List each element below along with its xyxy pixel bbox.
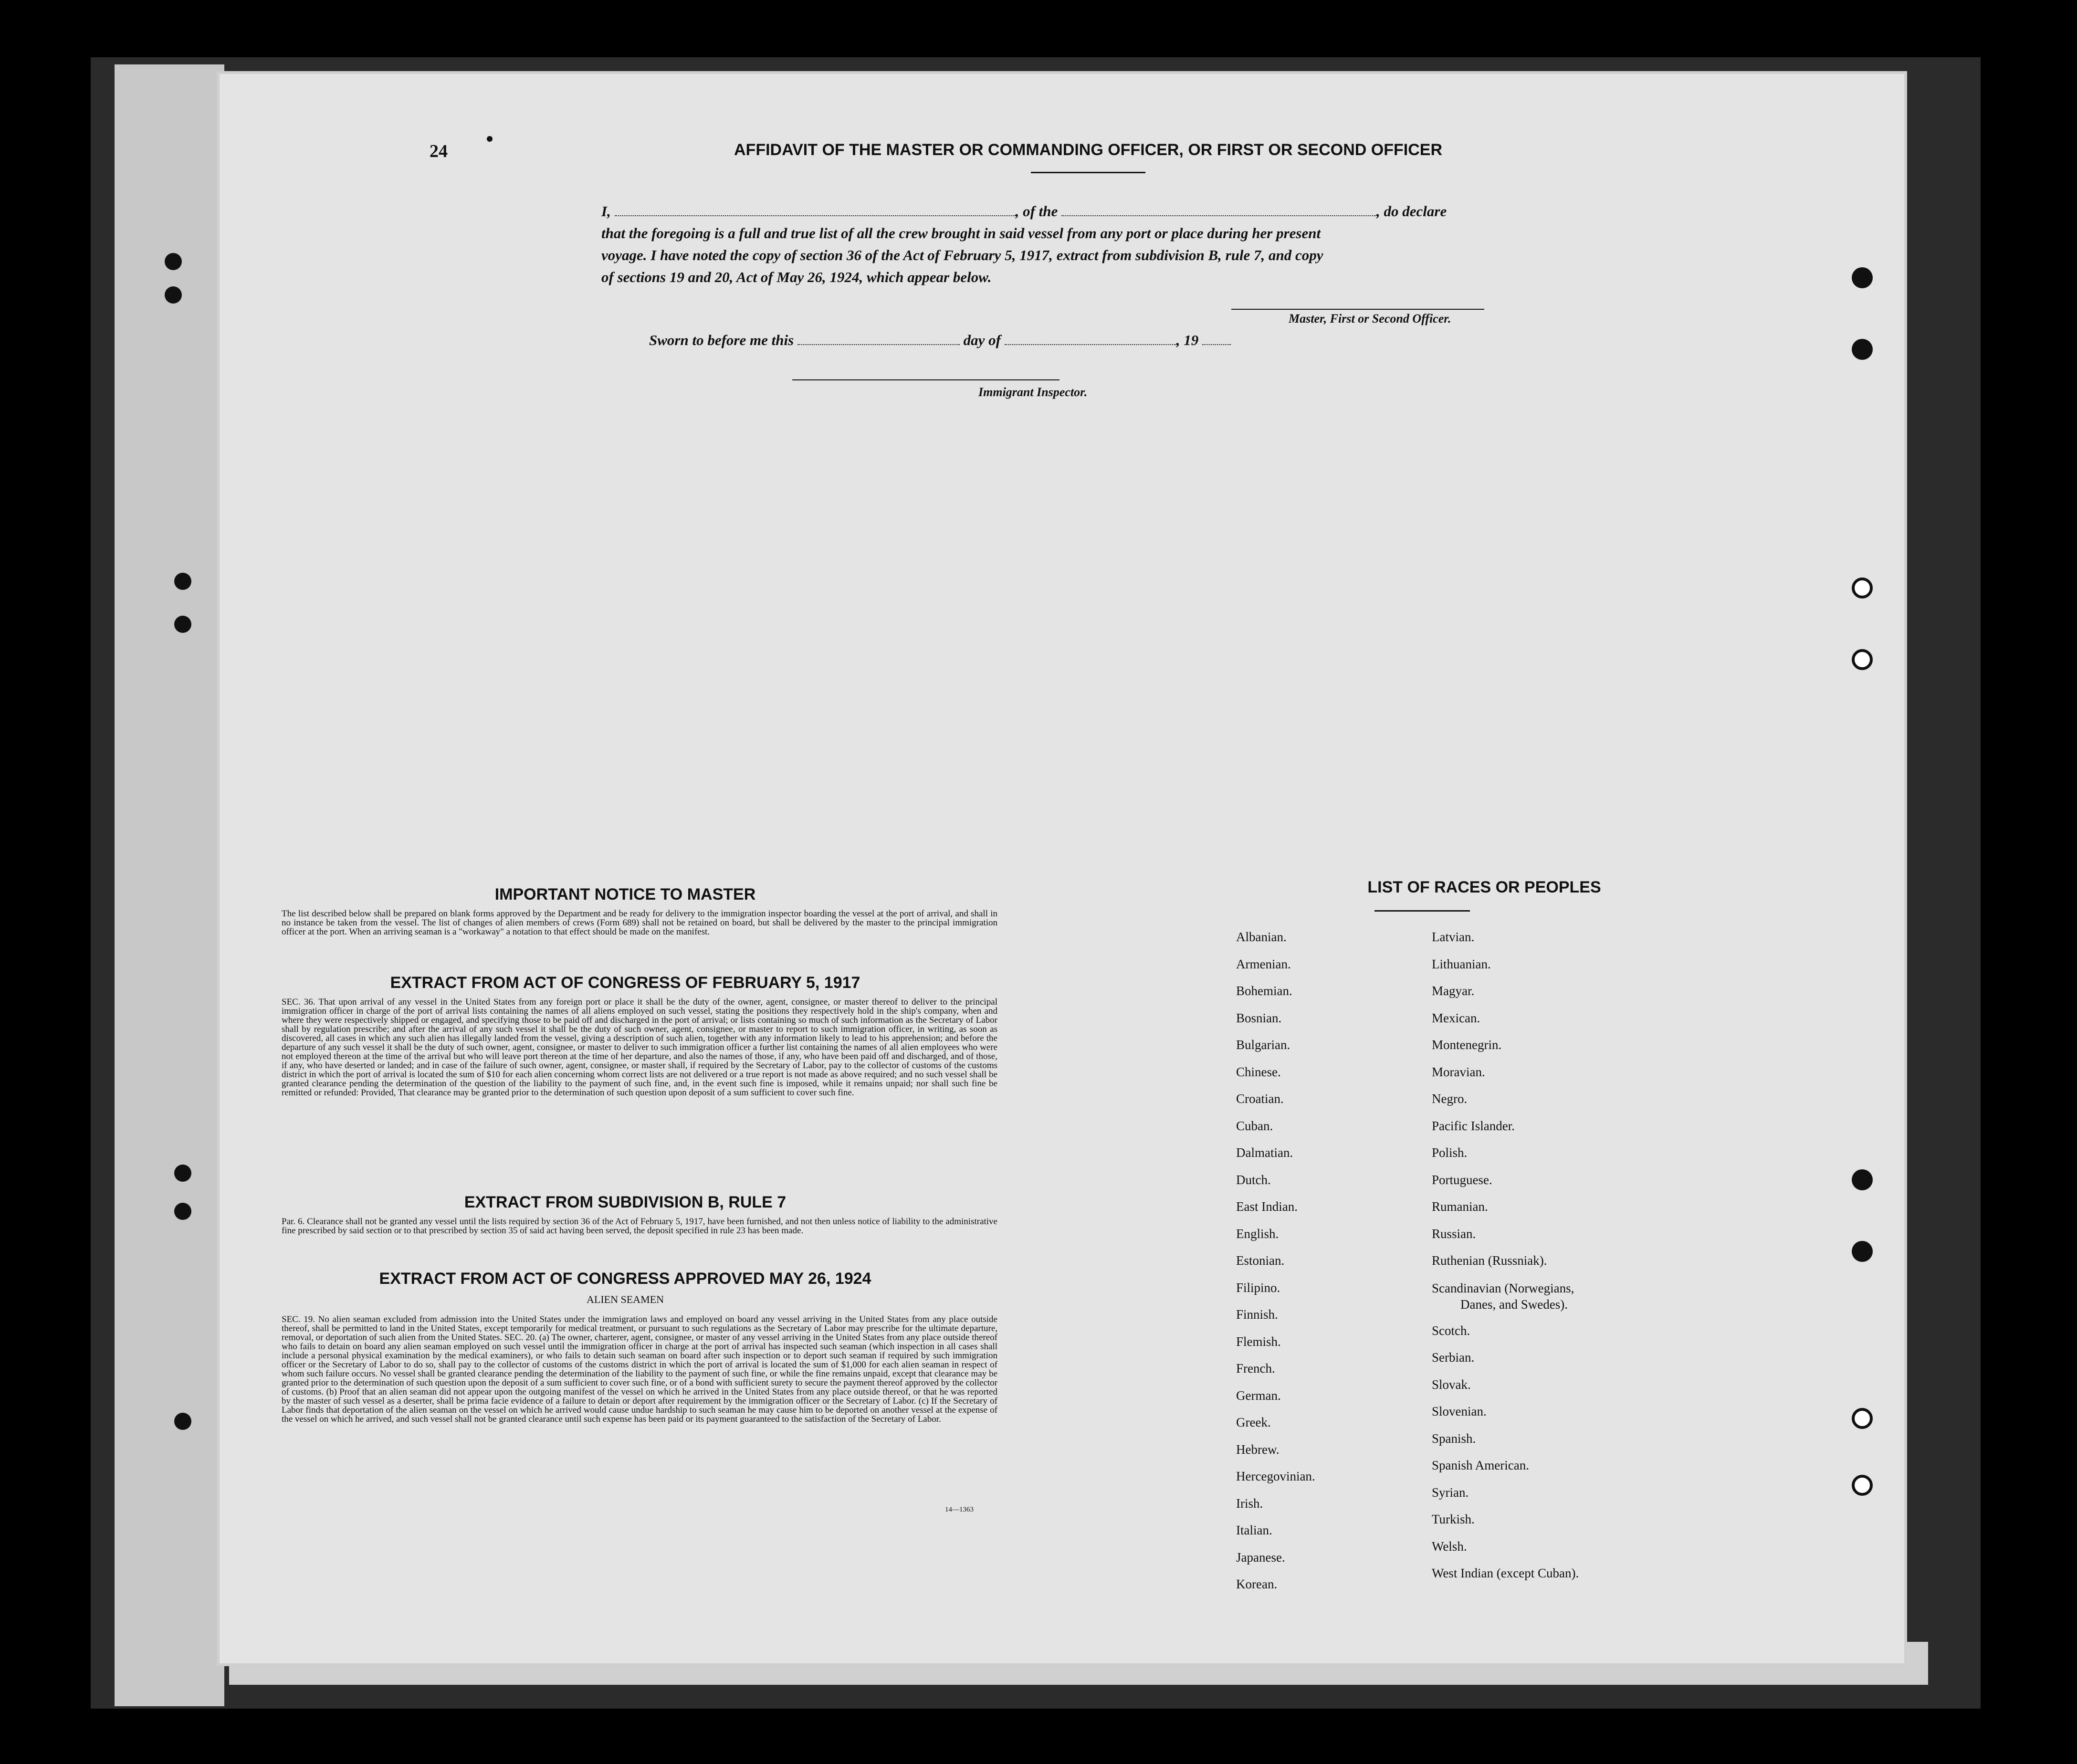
race-item: Flemish. <box>1236 1334 1281 1349</box>
race-item: Pacific Islander. <box>1432 1118 1515 1133</box>
race-item: Danes, and Swedes). <box>1460 1297 1568 1312</box>
extract-rule7-text: Par. 6. Clearance shall not be granted any vessel until the lists required by section 36 of the Act of February 5, 1917, have been furnished, and not then unless notice of liability to the administrative fine prescribed by said section or to that prescribed by section 35 of said act having been served, the deposit specified in rule 23 has been made. <box>282 1217 997 1236</box>
declaration-line-4: of sections 19 and 20, Act of May 26, 1924, which appear below. <box>601 269 992 285</box>
extract-1917-title: EXTRACT FROM ACT OF CONGRESS OF FEBRUARY 5, 1917 <box>390 974 860 992</box>
race-item: Magyar. <box>1432 984 1475 998</box>
race-item: Lithuanian. <box>1432 956 1491 971</box>
race-item: Hebrew. <box>1236 1442 1280 1457</box>
divider <box>1374 910 1470 912</box>
race-item: Greek. <box>1236 1415 1271 1429</box>
race-item: Syrian. <box>1432 1485 1469 1500</box>
name-blank[interactable] <box>615 203 1016 216</box>
binder-hole <box>174 616 191 633</box>
binder-hole <box>1852 1241 1873 1262</box>
race-item: Albanian. <box>1236 930 1287 944</box>
day-of-text: day of <box>963 332 1001 348</box>
master-signature-line[interactable] <box>1231 309 1484 310</box>
master-signature-label: Master, First or Second Officer. <box>1289 312 1451 326</box>
race-item: Italian. <box>1236 1523 1272 1537</box>
binder-hole <box>174 1413 191 1430</box>
race-item: Latvian. <box>1432 930 1475 944</box>
race-item: Croatian. <box>1236 1092 1284 1106</box>
divider <box>1031 172 1145 173</box>
race-item: Bulgarian. <box>1236 1038 1290 1052</box>
notice-text: The list described below shall be prepared on blank forms approved by the Department and be ready for delivery to the immigration inspector boarding the vessel at the port of arrival, and shall in no instance be taken from the vessel. The list of changes of alien members of crews (Form 689) shall not be retained on board, but shall be delivered by the master to the principal immigration officer at the port. When an arriving seaman is a "workaway" a notation to that effect should be made on the manifest. <box>282 909 997 937</box>
race-item: Mexican. <box>1432 1010 1480 1025</box>
race-item: Armenian. <box>1236 956 1291 971</box>
sworn-line <box>649 332 1231 349</box>
inspector-signature-line[interactable] <box>792 379 1059 380</box>
race-item: Serbian. <box>1432 1350 1475 1365</box>
binder-hole <box>174 1165 191 1182</box>
race-item: Filipino. <box>1236 1280 1280 1295</box>
binder-hole <box>1852 578 1873 598</box>
race-item: Japanese. <box>1236 1550 1285 1564</box>
races-title: LIST OF RACES OR PEOPLES <box>1367 878 1601 896</box>
race-item: Dalmatian. <box>1236 1145 1293 1160</box>
race-item: Korean. <box>1236 1577 1278 1591</box>
sworn-text: Sworn to before me this <box>649 332 794 348</box>
binder-hole <box>1852 649 1873 670</box>
binder-hole <box>1852 267 1873 288</box>
race-item: Spanish. <box>1432 1431 1476 1446</box>
declaration-of-the: , of the <box>1015 203 1058 220</box>
binder-hole <box>165 286 182 304</box>
race-item: Portuguese. <box>1432 1172 1492 1187</box>
races-right-column <box>1432 924 1579 1587</box>
race-item: Turkish. <box>1432 1512 1475 1526</box>
page-number-mark: 24 <box>430 141 448 161</box>
declaration-i: I, <box>601 203 611 220</box>
race-item: West Indian (except Cuban). <box>1432 1566 1579 1580</box>
declaration-do-declare: , do declare <box>1376 203 1447 220</box>
race-item: Scandinavian (Norwegians, <box>1432 1281 1574 1295</box>
binder-hole <box>174 573 191 590</box>
notice-title: IMPORTANT NOTICE TO MASTER <box>494 885 756 903</box>
race-item: Finnish. <box>1236 1307 1278 1322</box>
left-page-edge <box>115 64 224 1706</box>
race-item: Bohemian. <box>1236 984 1292 998</box>
affidavit-declaration <box>601 200 1747 288</box>
binder-hole <box>165 253 182 270</box>
extract-1924-subtitle: ALIEN SEAMEN <box>587 1293 664 1305</box>
race-item: Chinese. <box>1236 1064 1281 1079</box>
race-item: Montenegrin. <box>1432 1038 1502 1052</box>
ink-dot <box>487 136 493 142</box>
race-item: Estonian. <box>1236 1253 1285 1268</box>
race-item: Scotch. <box>1432 1323 1470 1338</box>
sworn-month-blank[interactable] <box>1005 332 1176 345</box>
race-item: Bosnian. <box>1236 1010 1282 1025</box>
race-item: Cuban. <box>1236 1118 1273 1133</box>
race-item: Dutch. <box>1236 1172 1271 1187</box>
race-item: English. <box>1236 1226 1279 1241</box>
year-prefix: , 19 <box>1176 332 1199 348</box>
race-item: German. <box>1236 1388 1281 1403</box>
declaration-line-2: that the foregoing is a full and true list of all the crew brought in said vessel from any port or place during her present <box>601 225 1321 242</box>
declaration-line-3: voyage. I have noted the copy of section 36 of the Act of February 5, 1917, extract from subdivision B, rule 7, and copy <box>601 247 1323 263</box>
race-item: Slovenian. <box>1432 1404 1487 1418</box>
race-item: East Indian. <box>1236 1199 1298 1214</box>
binder-hole <box>1852 1408 1873 1429</box>
extract-1924-title: EXTRACT FROM ACT OF CONGRESS APPROVED MAY 26, 1924 <box>379 1270 871 1288</box>
sworn-year-blank[interactable] <box>1202 332 1231 345</box>
form-number: 14—1363 <box>945 1506 974 1513</box>
affidavit-title: AFFIDAVIT OF THE MASTER OR COMMANDING OFFICER, OR FIRST OR SECOND OFFICER <box>734 141 1442 159</box>
race-item: Spanish American. <box>1432 1458 1529 1472</box>
race-item: Russian. <box>1432 1226 1476 1241</box>
binder-hole <box>174 1203 191 1220</box>
races-left-column <box>1236 924 1315 1598</box>
race-item: Ruthenian (Russniak). <box>1432 1253 1547 1268</box>
extract-rule7-title: EXTRACT FROM SUBDIVISION B, RULE 7 <box>464 1193 787 1211</box>
race-item: French. <box>1236 1361 1275 1376</box>
inspector-label: Immigrant Inspector. <box>978 385 1088 399</box>
race-item: Welsh. <box>1432 1539 1467 1554</box>
extract-1917-text: SEC. 36. That upon arrival of any vessel in the United States from any foreign port or place it shall be the duty of the owner, agent, consignee, or master thereof to deliver to the principal immigration officer in charge of the port of arrival lists containing the names of all aliens employed on such vessel, stating the positions they respectively hold in the ship's company, when and where they were respectively shipped or engaged, and specifying those to be paid off and discharged in the port of arrival; or lists containing so much of such information as the Secretary of Labor shall by regulation prescribe; and after the arrival of any such vessel it shall be the duty of such owner, agent, consignee, or master to report to such immigration officer, in writing, as soon as discovered, all cases in which any such alien has illegally landed from the vessel, giving a description of such alien, together with any information likely to lead to his apprehension; and before the departure of any such vessel it shall be the duty of such owner, agent, consignee, or master to deliver to such immigration officer a further list containing the names of all alien employees who were not employed thereon at the time of the arrival but who will leave port thereon at the time of her departure, and also the names of those, if any, who have been paid off and discharged, and of those, if any, who have deserted or landed; and in case of the failure of such owner, agent, consignee, or master shall, if required by the Secretary of Labor, pay to the collector of customs of the customs district in which the port of arrival is located the sum of $10 for each alien concerning whom correct lists are not delivered or a true report is not made as above required; and no such vessel shall be granted clearance pending the determination of the question of the liability to the payment of such fine, and, in the event such fine is imposed, while it remains unpaid; nor shall such fine be remitted or refunded: Provided, That clearance may be granted prior to the determination of such question upon deposit of a sum sufficient to cover such fine. <box>282 997 997 1098</box>
document-page <box>220 74 1904 1663</box>
race-item: Slovak. <box>1432 1377 1471 1392</box>
race-item: Hercegovinian. <box>1236 1469 1315 1483</box>
vessel-blank[interactable] <box>1061 203 1376 216</box>
binder-hole <box>1852 1475 1873 1496</box>
binder-hole <box>1852 339 1873 360</box>
race-item: Moravian. <box>1432 1064 1485 1079</box>
sworn-day-blank[interactable] <box>797 332 960 345</box>
extract-1924-text: SEC. 19. No alien seaman excluded from admission into the United States under the immigration laws and employed on board any vessel arriving in the United States from any place outside thereof, shall be permitted to land in the United States, except temporarily for medical treatment, or pursuant to such regulations as the Secretary of Labor may prescribe for the ultimate departure, removal, or deportation of such alien from the United States. SEC. 20. (a) The owner, charterer, agent, consignee, or master of any vessel arriving in the United States from any place outside thereof who fails to detain on board any alien seaman employed on such vessel until the immigration officer in charge at the port of arrival has inspected such seaman (which inspection in all cases shall include a personal physical examination by the medical examiners), or who fails to detain such seaman on board after such inspection or to deport such seaman if required by such immigration officer or the Secretary of Labor to do so, shall pay to the collector of customs of the customs district in which the port of arrival is located the sum of $1,000 for each alien seaman in respect of whom such failure occurs. No vessel shall be granted clearance pending the determination of the liability to the payment of such fine, or while the fine remains unpaid, except that clearance may be granted prior to the determination of such question upon the deposit of a sum sufficient to cover such fine, or of a bond with sufficient surety to secure the payment thereof approved by the collector of customs. (b) Proof that an alien seaman did not appear upon the outgoing manifest of the vessel on which he arrived in the United States from any place outside thereof, or that he was reported by the master of such vessel as a deserter, shall be prima facie evidence of a failure to detain or deport after requirement by the immigration officer or the Secretary of Labor. (c) If the Secretary of Labor finds that deportation of the alien seaman on the vessel on which he arrived would cause undue hardship to such seaman he may cause him to be deported on another vessel at the expense of the vessel on which he arrived, and such vessel shall not be granted clearance until such expense has been paid or its payment guaranteed to the satisfaction of the Secretary of Labor. <box>282 1314 997 1424</box>
race-item: Irish. <box>1236 1496 1263 1511</box>
race-item: Negro. <box>1432 1092 1468 1106</box>
race-item: Rumanian. <box>1432 1199 1488 1214</box>
race-item: Polish. <box>1432 1145 1468 1160</box>
binder-hole <box>1852 1169 1873 1190</box>
